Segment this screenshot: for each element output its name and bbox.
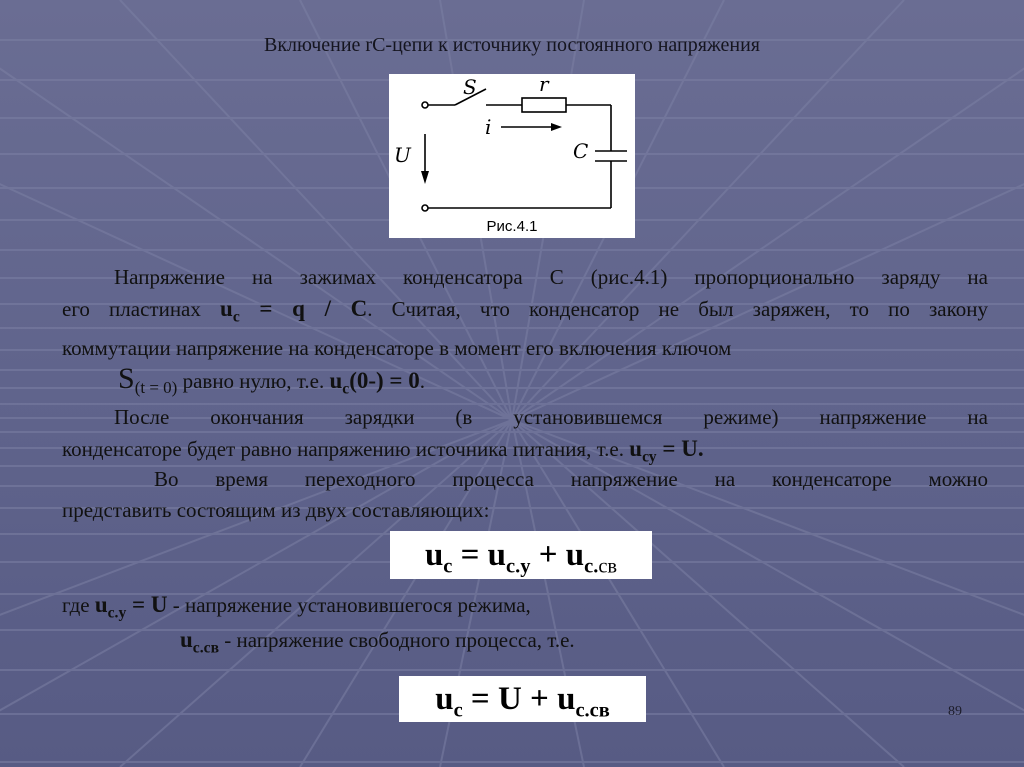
ucy-formula: $u_{су} = U$. xyxy=(629,436,704,466)
paragraph-2: $S_{(t = 0)}$ равно нулю, т.е. $u_c(0-) = 0$. xyxy=(118,362,426,398)
paragraph-3-line-1: После окончания зарядки (в установившемся режиме) напряжение на xyxy=(114,405,988,429)
page-number: 89 xyxy=(948,704,962,719)
paragraph-4-line-1: Во время переходного процесса напряжение на конденсаторе можно xyxy=(154,467,988,491)
paragraph-3 xyxy=(62,402,988,473)
current-label: i xyxy=(485,115,492,139)
paragraph-4-line-2: представить состоящим из двух составляющих: xyxy=(62,498,490,522)
circuit-figure xyxy=(389,74,635,238)
switch-label: S xyxy=(463,75,477,99)
rc-circuit-diagram xyxy=(389,74,635,238)
definition-ucsv: $u_{c.св}$ - напряжение свободного процесса, т.е. xyxy=(180,627,575,657)
paragraph-1-line-3: коммутации напряжение на конденсаторе в момент его включения ключом xyxy=(62,335,732,360)
uc-formula: $u_c = q / C$ xyxy=(220,296,368,326)
figure-caption: Рис.4.1 xyxy=(486,218,538,235)
slide-title: Включение rC-цепи к источнику постоянного напряжения xyxy=(264,34,760,56)
ucsv-symbol: $u_{c.св}$ xyxy=(180,627,220,657)
ucy-symbol: $u_{c.y} = U$ xyxy=(94,592,168,622)
paragraph-1 xyxy=(62,262,988,364)
paragraph-1-line-1: Напряжение на зажимах конденсатора C (рис.4.1) пропорционально заряду на xyxy=(114,265,988,289)
capacitor-label: C xyxy=(573,139,589,163)
paragraph-4 xyxy=(62,464,988,526)
definition-ucy: где $u_{c.y} = U$ - напряжение установившегося режима, xyxy=(62,592,531,622)
paragraph-3-line-2: конденсаторе будет равно напряжению источника питания, т.е. $u_{су} = U$. xyxy=(62,436,704,466)
voltage-label: U xyxy=(394,143,411,167)
uc0-formula: $u_c(0-) = 0$ xyxy=(329,368,420,398)
resistor-label: r xyxy=(539,74,549,96)
equation-uc-sum: $u_c = u_{c.y} + u_{c.св}$ xyxy=(390,531,652,579)
equation-uc-final: $u_c = U + u_{c.св}$ xyxy=(399,676,646,722)
switch-symbol: S xyxy=(118,362,135,395)
paragraph-1-line-2: его пластинах $u_c = q / C$. Считая, что конденсатор не был заряжен, то по закону xyxy=(62,296,989,326)
